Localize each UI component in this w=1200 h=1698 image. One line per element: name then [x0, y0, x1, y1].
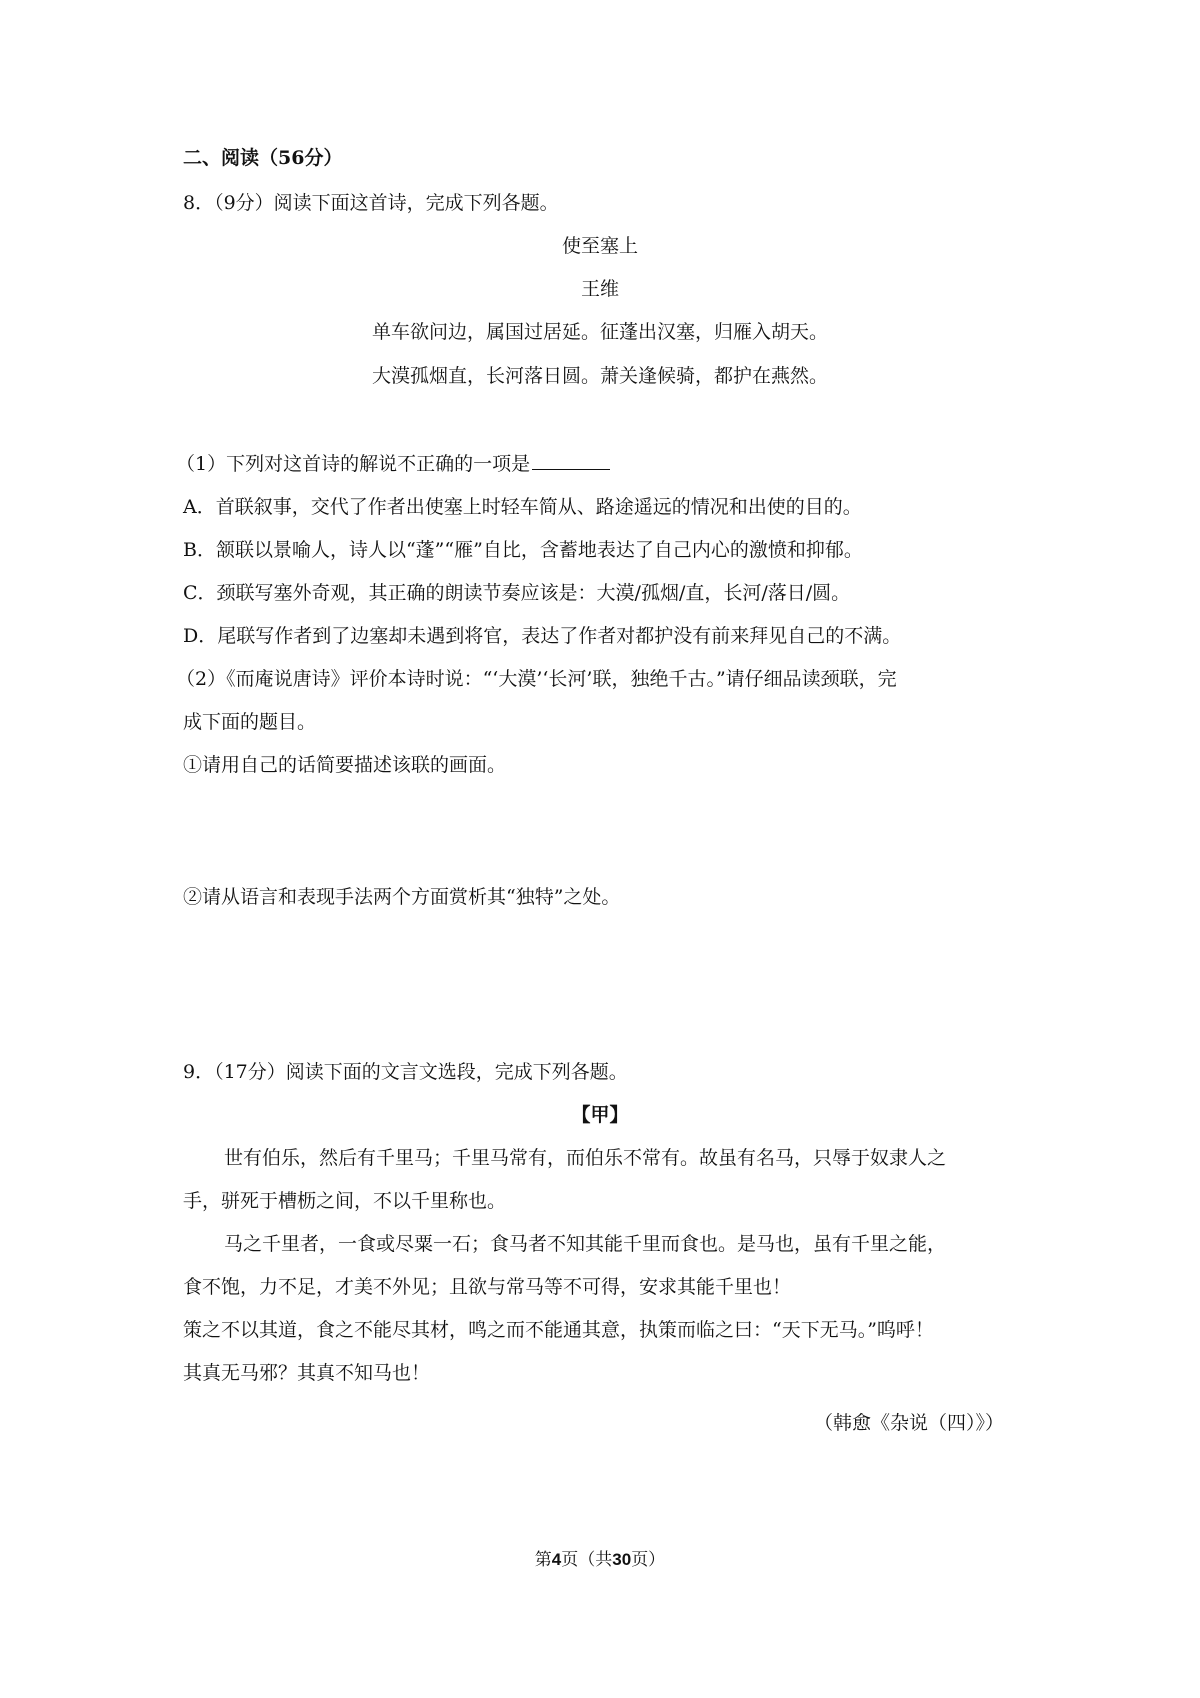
passage-line-4: 食不饱，力不足，才美不外见；且欲与常马等不可得，安求其能千里也！ — [183, 1276, 792, 1298]
question-8-prompt: 8．（9分）阅读下面这首诗，完成下列各题。 — [183, 192, 559, 214]
passage-line-3: 马之千里者，一食或尽粟一石；食马者不知其能千里而食也。是马也，虽有千里之能， — [224, 1233, 947, 1255]
passage-line-2: 手，骈死于槽枥之间，不以千里称也。 — [183, 1190, 507, 1212]
sub1-stem-text: （1）下列对这首诗的解说不正确的一项是 — [176, 453, 531, 475]
option-a: A．首联叙事，交代了作者出使塞上时轻车简从、路途遥远的情况和出使的目的。 — [183, 496, 862, 518]
option-b: B．颔联以景喻人，诗人以“蓬”“雁”自比，含蓄地表达了自己内心的激愤和抑郁。 — [183, 539, 863, 561]
footer-suffix: 页） — [631, 1550, 666, 1570]
question-8-sub2-item1: ①请用自己的话简要描述该联的画面。 — [183, 754, 507, 776]
question-8-sub2-stem-line2: 成下面的题目。 — [183, 711, 317, 733]
poem-title: 使至塞上 — [561, 235, 638, 257]
question-9-prompt: 9．（17分）阅读下面的文言文选段，完成下列各题。 — [183, 1061, 628, 1083]
passage-line-1: 世有伯乐，然后有千里马；千里马常有，而伯乐不常有。故虽有名马，只辱于奴隶人之 — [224, 1147, 947, 1169]
passage-line-6: 其真无马邪？其真不知马也！ — [183, 1362, 431, 1384]
question-8-sub2-stem-line1: （2）《而庵说唐诗》评价本诗时说：“‘大漠’‘长河’联，独绝千古。”请仔细品读颈联，完 — [176, 668, 897, 690]
option-d: D．尾联写作者到了边塞却未遇到将官，表达了作者对都护没有前来拜见自己的不满。 — [183, 625, 902, 647]
option-c: C．颈联写塞外奇观，其正确的朗读节奏应该是：大漠/孤烟/直，长河/落日/圆。 — [183, 582, 851, 604]
poem-line-1: 单车欲问边，属国过居延。征蓬出汉塞，归雁入胡天。 — [371, 321, 828, 343]
passage-part-title: 【甲】 — [571, 1104, 629, 1126]
poem-author: 王维 — [580, 278, 619, 300]
page-footer — [0, 1549, 1200, 1571]
answer-blank — [532, 451, 610, 470]
passage-line-5: 策之不以其道，食之不能尽其材，鸣之而不能通其意，执策而临之曰：“天下无马。”呜呼！ — [183, 1319, 934, 1341]
question-8-sub2-item2: ②请从语言和表现手法两个方面赏析其“独特”之处。 — [183, 886, 621, 908]
passage-source: （韩愈《杂说（四）》） — [813, 1412, 1004, 1434]
footer-total-pages: 30 — [612, 1550, 632, 1569]
footer-page-number: 4 — [551, 1550, 562, 1569]
section-heading: 二、阅读（56分） — [183, 147, 343, 169]
poem-line-2: 大漠孤烟直，长河落日圆。萧关逢候骑，都护在燕然。 — [371, 365, 828, 387]
question-8-sub1-stem — [176, 451, 610, 477]
footer-middle: 页（共 — [561, 1550, 613, 1570]
footer-prefix: 第 — [534, 1550, 552, 1570]
